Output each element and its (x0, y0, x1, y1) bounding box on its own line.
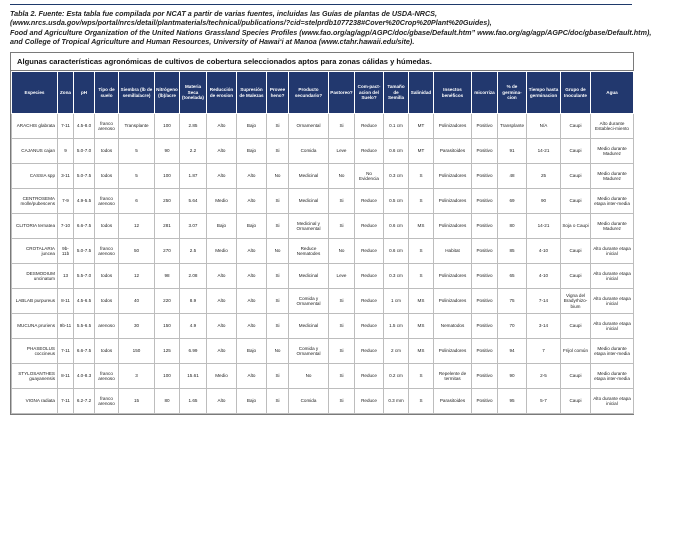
table-cell: Alto (207, 164, 237, 189)
table-cell: 7-14 (527, 289, 561, 314)
table-cell: 2.85 (180, 114, 207, 139)
table-cell: 8-11 (58, 289, 74, 314)
table-cell: 5.0-7.0 (74, 139, 95, 164)
table-cell: 80 (155, 389, 180, 414)
table-cell: 5 (119, 139, 155, 164)
table-cell: Bajo (237, 339, 267, 364)
table-cell: Si (329, 189, 355, 214)
table-cell: No (267, 164, 289, 189)
column-header: Materia Seca (tonelada) (180, 72, 207, 114)
table-cell: Parasitoides (434, 139, 472, 164)
table-cell: Polinizadores (434, 289, 472, 314)
table-cell: Si (329, 314, 355, 339)
column-header: Insectos benéficos (434, 72, 472, 114)
table-cell: 50 (119, 239, 155, 264)
table-row (12, 289, 634, 314)
table-cell: Positivo (472, 289, 498, 314)
table-cell: 8-11 (58, 364, 74, 389)
table-cell: 5-7 (527, 389, 561, 414)
table-cell: Positivo (472, 164, 498, 189)
table-cell: franco arenoso (95, 114, 119, 139)
table-cell: Polinizadores (434, 214, 472, 239)
table-cell: No (267, 239, 289, 264)
table-cell: Positivo (472, 214, 498, 239)
table-caption (10, 9, 652, 47)
table-cell: todos (95, 139, 119, 164)
table-cell: Si (267, 314, 289, 339)
table-cell: 80 (498, 214, 527, 239)
table-cell: MS (409, 214, 434, 239)
table-cell: 7-11 (58, 114, 74, 139)
column-header: micorriza (472, 72, 498, 114)
table-cell: Alto (237, 189, 267, 214)
table-cell: Medio durante etapa inter-media (591, 189, 634, 214)
table-cell: Reduce (355, 339, 384, 364)
column-header: Tiempo hasta germinacion (527, 72, 561, 114)
caption-line: and College of Tropical Agriculture and Human Resources, University of Hawai‘i at Manoa (www.ctahr.hawaii.edu/site). (10, 37, 415, 47)
table-cell: 2-5 (527, 364, 561, 389)
table-cell: 100 (155, 114, 180, 139)
column-header: Pastoreo? (329, 72, 355, 114)
table-cell: 4.5-6.5 (74, 289, 95, 314)
table-cell: MT (409, 114, 434, 139)
table-cell: Si (267, 139, 289, 164)
table-cell: Vigna del Bradyrhizo-bium (561, 289, 591, 314)
table-cell: 3-14 (527, 314, 561, 339)
species-cell: CLITORIA ternatea (12, 214, 58, 239)
table-cell: Bajo (207, 214, 237, 239)
table-cell: 4.9-5.5 (74, 189, 95, 214)
caption-line: (www.nrcs.usda.gov/wps/portal/nrcs/detail/plantmaterials/technical/publications/?cid=stelprdb1077238#Cover%20Crop%20Plant%20Guides), (10, 18, 492, 28)
table-cell: Caupi (561, 114, 591, 139)
table-cell: Soja o Caupi (561, 214, 591, 239)
table-cell: Polinizadores (434, 264, 472, 289)
species-cell: DESMODIUM uncinatum (12, 264, 58, 289)
table-cell: 5.0-7.5 (74, 239, 95, 264)
table-cell: Frijol común (561, 339, 591, 364)
column-header: Salinidad (409, 72, 434, 114)
species-cell: LABLAB purpureus (12, 289, 58, 314)
table-cell: Reduce (355, 389, 384, 414)
table-cell: Alto durante etapa inicial (591, 289, 634, 314)
table-cell: 7-11 (58, 389, 74, 414)
table-cell: S (409, 164, 434, 189)
table-cell: 13 (58, 264, 74, 289)
table-cell: S (409, 389, 434, 414)
table-cell: 91 (498, 139, 527, 164)
table-row (12, 139, 634, 164)
table-cell: Transplante (498, 114, 527, 139)
column-header: Siembra (lb de semilla/acre) (119, 72, 155, 114)
table-cell: 0.3 mm (384, 389, 409, 414)
table-cell: Reduce (355, 239, 384, 264)
table-cell: Alto durante Estableci-miento (591, 114, 634, 139)
table-cell: Alto (207, 339, 237, 364)
table-cell: 98 (155, 264, 180, 289)
table-cell: Medio durante Madurez (591, 214, 634, 239)
table-cell: 7-10 (58, 214, 74, 239)
table-row (12, 339, 634, 364)
table-cell: S (409, 189, 434, 214)
column-header: Agua (591, 72, 634, 114)
table-cell: 1.87 (180, 164, 207, 189)
table-cell: Reduce (355, 264, 384, 289)
table-cell: 100 (155, 164, 180, 189)
table-cell: todos (95, 214, 119, 239)
table-row (12, 239, 634, 264)
column-header: % de germina-cion (498, 72, 527, 114)
column-header: Tipo de suelo (95, 72, 119, 114)
table-cell: 2.08 (180, 264, 207, 289)
table-cell: 1.65 (180, 389, 207, 414)
table-cell: Positivo (472, 389, 498, 414)
table-cell: Positivo (472, 189, 498, 214)
table-cell: Positivo (472, 339, 498, 364)
caption-line: Tabla 2. Fuente: Esta tabla fue compilada por NCAT a partir de varias fuentes, incluidas las Guías de plantas de USDA-NRCS, (10, 9, 437, 18)
species-cell: CASSIA spp (12, 164, 58, 189)
table-cell: 12 (119, 264, 155, 289)
table-cell: 150 (119, 339, 155, 364)
table-cell: Comida y Ornamental (289, 289, 329, 314)
table-cell: Alto (207, 264, 237, 289)
table-cell: 7-9 (58, 189, 74, 214)
table-row (12, 114, 634, 139)
table-cell: Bajo (237, 389, 267, 414)
table-cell: Comida y Ornamental (289, 339, 329, 364)
table-cell: 95 (498, 389, 527, 414)
table-cell: 40 (119, 289, 155, 314)
table-cell: Medio durante Madurez (591, 164, 634, 189)
table-cell: franco arenoso (95, 364, 119, 389)
table-cell: 4-10 (527, 264, 561, 289)
table-row (12, 364, 634, 389)
table-cell: 0.6 cm (384, 214, 409, 239)
table-cell: S (409, 364, 434, 389)
table-cell: Medio (207, 189, 237, 214)
table-cell: Si (329, 114, 355, 139)
species-cell: ARACHIS glabrata (12, 114, 58, 139)
table-cell: Si (267, 289, 289, 314)
table-cell: todos (95, 339, 119, 364)
table-cell: 2.5 (180, 239, 207, 264)
species-cell: PHASEOLUS coccineus (12, 339, 58, 364)
top-rule (10, 4, 632, 5)
table-cell: Bajo (237, 139, 267, 164)
table-row (12, 264, 634, 289)
column-header: Especies (12, 72, 58, 114)
column-header: Com-pact-acion del Suelo? (355, 72, 384, 114)
table-cell: Alto (207, 289, 237, 314)
table-cell: 6.99 (180, 339, 207, 364)
table-cell: 100 (155, 364, 180, 389)
table-cell: 270 (155, 239, 180, 264)
table-cell: No (289, 364, 329, 389)
table-cell: 281 (155, 214, 180, 239)
table-cell: 9b-11b (58, 239, 74, 264)
table-cell: Caupi (561, 364, 591, 389)
table-cell: 90 (527, 189, 561, 214)
table-cell: Si (267, 364, 289, 389)
table-cell: 5.5-7.0 (74, 264, 95, 289)
table-cell: Polinizadores (434, 189, 472, 214)
table-body (12, 114, 634, 414)
table-cell: Caupi (561, 314, 591, 339)
table-cell: Polinizadores (434, 339, 472, 364)
table-cell: 94 (498, 339, 527, 364)
species-cell: VIGNA radiata (12, 389, 58, 414)
table-cell: 125 (155, 339, 180, 364)
table-cell: Repelente de termitas (434, 364, 472, 389)
table-cell: 9b-11 (58, 314, 74, 339)
table-cell: Caupi (561, 264, 591, 289)
table-cell: Positivo (472, 114, 498, 139)
table-cell: 65 (498, 264, 527, 289)
table-cell: Polinizadores (434, 164, 472, 189)
table-cell: Alto (207, 139, 237, 164)
table-cell: 15 (119, 389, 155, 414)
table-cell: Medio durante etapa inter-media (591, 339, 634, 364)
table-cell: 15.61 (180, 364, 207, 389)
table-cell: 0.2 cm (384, 364, 409, 389)
table-cell: No (267, 339, 289, 364)
table-row (12, 164, 634, 189)
column-header: Nitrógeno (lb)/acre (155, 72, 180, 114)
table-cell: todos (95, 289, 119, 314)
table-row (12, 189, 634, 214)
table-cell: 150 (155, 314, 180, 339)
table-cell: 8.9 (180, 289, 207, 314)
header-row (12, 72, 634, 114)
table-cell: Reduce (355, 214, 384, 239)
table-cell: todos (95, 264, 119, 289)
table-cell: 12 (119, 214, 155, 239)
table-cell: 48 (498, 164, 527, 189)
table-cell: Alto (207, 114, 237, 139)
table-cell: 2.2 (180, 139, 207, 164)
table-cell: Si (267, 189, 289, 214)
column-header: Grupo de Inoculante (561, 72, 591, 114)
table-cell: 5.5-6.5 (74, 314, 95, 339)
column-header: Provee heno? (267, 72, 289, 114)
table-cell: Positivo (472, 364, 498, 389)
table-cell: 85 (498, 239, 527, 264)
table-cell: Medio durante Madurez (591, 139, 634, 164)
table-cell: 0.3 cm (384, 164, 409, 189)
table-cell: Reduce (355, 314, 384, 339)
column-header: Zona (58, 72, 74, 114)
table-cell: Si (329, 289, 355, 314)
table-cell: 4-10 (527, 239, 561, 264)
table-cell: Si (329, 214, 355, 239)
table-cell: franco arenoso (95, 389, 119, 414)
table-cell: Caupi (561, 389, 591, 414)
table-cell: Medicinal (289, 189, 329, 214)
table-cell: 14-21 (527, 139, 561, 164)
column-header: Producto secundario? (289, 72, 329, 114)
table-cell: Bajo (237, 214, 267, 239)
table-cell: Reduce (355, 139, 384, 164)
table-cell: 4.9 (180, 314, 207, 339)
table-cell: No (329, 164, 355, 189)
table-cell: Caupi (561, 189, 591, 214)
table-cell: Positivo (472, 139, 498, 164)
table-cell: 3-11 (58, 164, 74, 189)
table-cell: Nematodos (434, 314, 472, 339)
table-cell: Alto (207, 314, 237, 339)
table-cell: 69 (498, 189, 527, 214)
table-cell: Ornamental (289, 114, 329, 139)
column-header: Reducción de erosion (207, 72, 237, 114)
table-cell: 0.6 cm (384, 139, 409, 164)
table-cell: Medicinal (289, 164, 329, 189)
table-cell: Medicinal y Ornamental (289, 214, 329, 239)
table-cell: Positivo (472, 264, 498, 289)
table-cell: Medio durante etapa inter-media (591, 364, 634, 389)
table-title: Algunas características agronómicas de cultivos de cobertura seleccionados aptos para zonas cálidas y húmedas. (11, 53, 633, 71)
table-cell: Alto (237, 264, 267, 289)
table-cell: 0.1 cm (384, 114, 409, 139)
table-cell: 2 cm (384, 339, 409, 364)
species-cell: MUCUNA pruriens (12, 314, 58, 339)
table-cell: 0.3 cm (384, 264, 409, 289)
table-cell: 250 (155, 189, 180, 214)
table-cell: Reduce (355, 289, 384, 314)
table-cell: 14-21 (527, 214, 561, 239)
cover-crop-table (11, 71, 634, 414)
table-cell: S (409, 264, 434, 289)
table-cell: 5.64 (180, 189, 207, 214)
table-cell: Alto durante etapa inicial (591, 314, 634, 339)
table-cell: Comida (289, 389, 329, 414)
table-cell: Si (329, 339, 355, 364)
table-cell: Reduce Nematodes (289, 239, 329, 264)
table-cell: Alto durante etapa inicial (591, 239, 634, 264)
table-cell: 7-11 (58, 339, 74, 364)
table-cell: Alto durante etapa inicial (591, 389, 634, 414)
table-cell: Bajo (237, 114, 267, 139)
table-cell: MS (409, 289, 434, 314)
table-cell: 1.5 cm (384, 314, 409, 339)
table-cell: Alto (237, 164, 267, 189)
caption-line: Food and Agriculture Organization of the United Nations Grassland Species Profiles (www.fao.org/ag/agp/AGPC/doc/gbase/Default.htm” www.fao.org/ag/agp/AGPC/doc/gbase/Default.htm), (10, 27, 652, 37)
table-cell: Medio (207, 239, 237, 264)
table-cell: MS (409, 339, 434, 364)
table-cell: Si (267, 264, 289, 289)
table-cell: arenoso (95, 314, 119, 339)
table-row (12, 389, 634, 414)
table-cell: 6.2-7.2 (74, 389, 95, 414)
table-cell: 9 (58, 139, 74, 164)
table-cell: 0.6 cm (384, 239, 409, 264)
table-cell: 6.6-7.5 (74, 214, 95, 239)
table-cell: Alto (237, 239, 267, 264)
table-cell: Polinizadores (434, 114, 472, 139)
table-cell: Habitat (434, 239, 472, 264)
table-cell: 6.6-7.5 (74, 339, 95, 364)
table-cell: 3.07 (180, 214, 207, 239)
table-cell: 6 (119, 189, 155, 214)
table-cell: franco arenoso (95, 189, 119, 214)
table-cell: Si (267, 389, 289, 414)
table-cell: Alto (207, 389, 237, 414)
table-cell: Comida (289, 139, 329, 164)
table-cell: Alto (237, 364, 267, 389)
table-cell: 4.0-8.3 (74, 364, 95, 389)
table-row (12, 214, 634, 239)
table-cell: Parasitoides (434, 389, 472, 414)
table-cell: todos (95, 164, 119, 189)
table-cell: 90 (155, 139, 180, 164)
table-cell: Reduce (355, 114, 384, 139)
table-cell: franco arenoso (95, 239, 119, 264)
table-cell: 25 (527, 164, 561, 189)
column-header: Supresión de Malezas (237, 72, 267, 114)
species-cell: CROTALARIA juncea (12, 239, 58, 264)
table-cell: 220 (155, 289, 180, 314)
table-cell: Alto durante etapa inicial (591, 264, 634, 289)
table-cell: 3 (119, 364, 155, 389)
column-header: pH (74, 72, 95, 114)
table-cell: Alto (237, 289, 267, 314)
table-cell: Si (267, 214, 289, 239)
table-cell: Caupi (561, 139, 591, 164)
table-cell: 7 (527, 339, 561, 364)
table-cell: Reduce (355, 189, 384, 214)
table-cell: 90 (498, 364, 527, 389)
table-cell: Alto (237, 314, 267, 339)
species-cell: CAJANUS cajan (12, 139, 58, 164)
species-cell: CENTROSEMA molle/pubescens (12, 189, 58, 214)
table-cell: Positivo (472, 314, 498, 339)
table-cell: Si (329, 364, 355, 389)
table-cell: 70 (498, 314, 527, 339)
table-cell: 5 (119, 164, 155, 189)
cover-crop-table-panel (10, 52, 634, 415)
table-cell: No Evidencia (355, 164, 384, 189)
table-cell: S (409, 239, 434, 264)
table-cell: Caupi (561, 164, 591, 189)
table-cell: Si (329, 389, 355, 414)
species-cell: STYLOSANTHES guayanensis (12, 364, 58, 389)
table-cell: Caupi (561, 239, 591, 264)
table-cell: Reduce (355, 364, 384, 389)
table-cell: Leve (329, 139, 355, 164)
table-cell: MT (409, 139, 434, 164)
table-cell: Si (267, 114, 289, 139)
table-cell: 5.0-7.5 (74, 164, 95, 189)
column-header: Tamaño de Semilla (384, 72, 409, 114)
table-cell: No (329, 239, 355, 264)
table-cell: Medio (207, 364, 237, 389)
table-cell: N/A (527, 114, 561, 139)
table-cell: MS (409, 314, 434, 339)
table-row (12, 314, 634, 339)
table-cell: 0.5 cm (384, 189, 409, 214)
table-cell: Medicinal (289, 314, 329, 339)
table-cell: 75 (498, 289, 527, 314)
table-cell: 1 cm (384, 289, 409, 314)
table-cell: Transplante (119, 114, 155, 139)
table-cell: 30 (119, 314, 155, 339)
table-cell: 4.5-8.0 (74, 114, 95, 139)
table-cell: Leve (329, 264, 355, 289)
table-cell: Medicinal (289, 264, 329, 289)
table-cell: Positivo (472, 239, 498, 264)
